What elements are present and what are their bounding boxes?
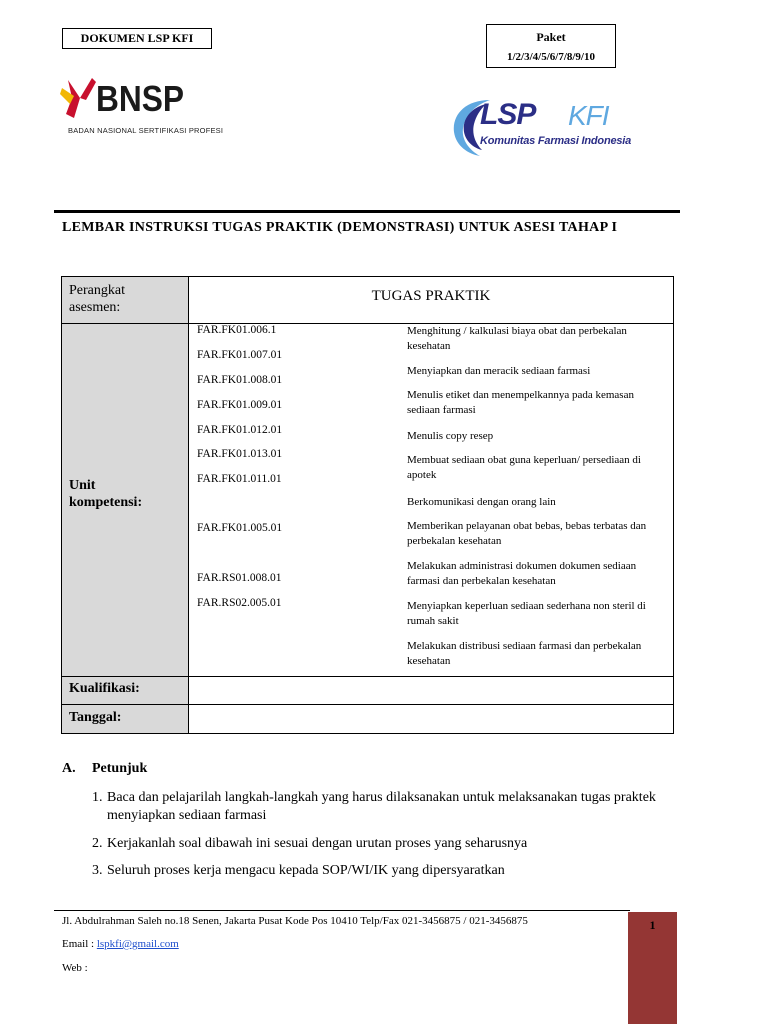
- unit-code: FAR.RS02.005.01: [197, 597, 282, 609]
- section-heading: Petunjuk: [92, 761, 148, 776]
- unit-label-cell: [61, 323, 189, 677]
- footer-email-label: Email :: [62, 938, 97, 950]
- footer-email-line: [62, 938, 179, 950]
- paket-box: [486, 24, 616, 68]
- unit-code: FAR.FK01.005.01: [197, 522, 283, 534]
- instruction-text: Baca dan pelajarilah langkah-langkah yang harus dilaksanakan untuk melaksanakan tugas praktek menyiapkan sediaan farmasi: [107, 790, 656, 823]
- instruction-text: Seluruh proses kerja mengacu kepada SOP/WI/IK yang dipersyaratkan: [107, 863, 505, 878]
- unit-description: Menyiapkan keperluan sediaan sederhana non steril di rumah sakit: [407, 600, 646, 627]
- bnsp-logo: [60, 72, 230, 142]
- unit-label-line2: kompetensi:: [69, 495, 143, 510]
- lsp-kfi-logo: [450, 94, 666, 160]
- unit-code: FAR.FK01.007.01: [197, 349, 283, 361]
- unit-code: FAR.FK01.006.1: [197, 324, 277, 336]
- tanggal-value-cell: [188, 704, 674, 734]
- document-label: DOKUMEN LSP KFI: [62, 28, 212, 49]
- instruction-text: Kerjakanlah soal dibawah ini sesuai dengan urutan proses yang seharusnya: [107, 836, 528, 851]
- footer-address: Jl. Abdulrahman Saleh no.18 Senen, Jakarta Pusat Kode Pos 10410 Telp/Fax 021-3456875 / 021-3456875: [62, 915, 528, 927]
- unit-description: Menulis etiket dan menempelkannya pada kemasan sediaan farmasi: [407, 389, 634, 416]
- unit-code: FAR.FK01.013.01: [197, 448, 283, 460]
- unit-content-cell: [188, 323, 674, 677]
- kualifikasi-value-cell: [188, 676, 674, 705]
- unit-description: Membuat sediaan obat guna keperluan/ persediaan di apotek: [407, 454, 641, 481]
- bnsp-emblem-icon: [60, 74, 100, 122]
- unit-description: Menghitung / kalkulasi biaya obat dan perbekalan kesehatan: [407, 325, 627, 352]
- kualifikasi-label-cell: [61, 676, 189, 705]
- tugas-header-cell: [188, 276, 674, 324]
- instruction-number: 1.: [92, 790, 103, 805]
- unit-code: FAR.FK01.011.01: [197, 473, 282, 485]
- unit-description: Menyiapkan dan meracik sediaan farmasi: [407, 365, 591, 377]
- lsp-kfi-suffix: KFI: [568, 100, 609, 131]
- paket-label: Paket: [536, 30, 566, 44]
- bnsp-subtitle: BADAN NASIONAL SERTIFIKASI PROFESI: [68, 126, 224, 135]
- bnsp-name: BNSP: [96, 78, 185, 119]
- page-number-box: [628, 912, 677, 1024]
- tanggal-label: Tanggal:: [69, 710, 122, 725]
- perangkat-label-cell: [61, 276, 189, 324]
- unit-label-line1: Unit: [69, 478, 96, 493]
- page-number: 1: [649, 918, 656, 932]
- perangkat-label-line2: asesmen:: [69, 300, 121, 315]
- unit-description: Memberikan pelayanan obat bebas, bebas terbatas dan perbekalan kesehatan: [407, 520, 647, 547]
- footer-rule: [54, 910, 630, 911]
- instruction-number: 2.: [92, 836, 103, 851]
- perangkat-label-line1: Perangkat: [69, 283, 125, 298]
- paket-value: 1/2/3/4/5/6/7/8/9/10: [506, 51, 595, 63]
- unit-description: Menulis copy resep: [407, 430, 494, 442]
- footer-web-label: Web :: [62, 962, 88, 974]
- section-number: A.: [62, 761, 76, 776]
- footer-email-link[interactable]: lspkfi@gmail.com: [96, 938, 179, 950]
- unit-code: FAR.RS01.008.01: [197, 572, 282, 584]
- assessment-table: [61, 276, 674, 734]
- instruction-number: 3.: [92, 863, 103, 878]
- lsp-name: LSP: [480, 98, 536, 131]
- kualifikasi-label: Kualifikasi:: [69, 681, 140, 696]
- unit-description: Melakukan administrasi dokumen dokumen sediaan farmasi dan perbekalan kesehatan: [407, 560, 637, 587]
- unit-description: Melakukan distribusi sediaan farmasi dan perbekalan kesehatan: [407, 640, 642, 667]
- document-title: LEMBAR INSTRUKSI TUGAS PRAKTIK (DEMONSTRASI) UNTUK ASESI TAHAP I: [62, 220, 618, 235]
- unit-description: Berkomunikasi dengan orang lain: [407, 496, 556, 508]
- tugas-praktik-header: TUGAS PRAKTIK: [371, 288, 491, 304]
- unit-code: FAR.FK01.008.01: [197, 374, 283, 386]
- title-rule: [54, 210, 680, 213]
- unit-code: FAR.FK01.012.01: [197, 424, 283, 436]
- tanggal-label-cell: [61, 704, 189, 734]
- unit-code: FAR.FK01.009.01: [197, 399, 283, 411]
- lsp-subtitle: Komunitas Farmasi Indonesia: [480, 135, 632, 147]
